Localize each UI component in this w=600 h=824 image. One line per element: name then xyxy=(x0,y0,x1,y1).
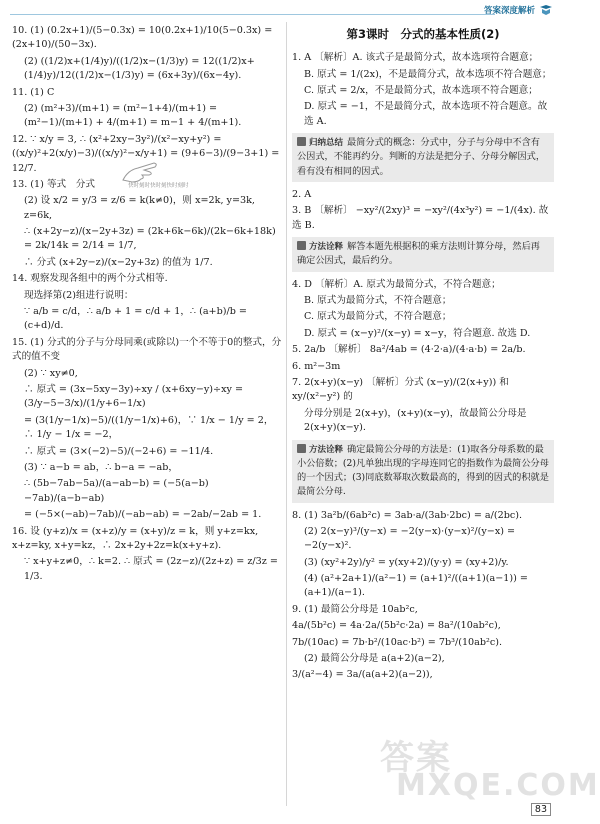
solution-line-q15-5: ∴ 原式 = (3×(−2)−5)/(−2+6) = −11/4. xyxy=(24,445,214,457)
solution-line-q12: 12. ∵ x/y = 3, ∴ (x²+2xy−3y²)/(x²−xy+y²) = ((x/y)²+2(x/y)−3)/((x/y)²−x/y+1) = (9+6−3)/(9−3+1) = 12/7. xyxy=(12,133,280,174)
solution-line-q15-3: ∴ 原式 = (3x−5xy−3y)÷xy / (x+6xy−y)÷xy = (3/y−5−3/x)/(1/y+6−1/x) xyxy=(24,383,243,410)
solution-line-q15-2: (2) ∵ xy≠0, xyxy=(24,367,78,379)
page-number: 83 xyxy=(531,803,551,816)
tip-box-text: 最简分式的概念：分式中，分子与分母中不含有公因式，不能再约分。判断的方法是把分子、分母分解因式，看有没有相同的因式。 xyxy=(297,137,546,177)
solution-line-r6: 6. m²−3m xyxy=(292,360,341,372)
solution-line-r4-4: D. 原式 = (x−y)²/(x−y) = x−y，符合题意. 故选 D. xyxy=(304,327,531,339)
solution-line-r1-4: D. 原式 = −1，不是最简分式，故本选项不符合题意。故选 A. xyxy=(304,101,548,127)
solution-line-q15-1: 15. (1) 分式的分子与分母同乘(或除以)一个不等于0的整式，分式的值不变 xyxy=(12,336,282,363)
tip-box xyxy=(292,440,554,503)
solution-line-q13-1: 13. (1) 等式 分式 xyxy=(12,178,95,190)
solution-line-r1-1: 1. A 〔解析〕A. 该式子是最简分式，故本选项符合题意； xyxy=(292,52,539,64)
solution-line-q15-8: = (−5×(−ab)−7ab)/(−ab−ab) = −2ab/−2ab = 1. xyxy=(24,509,262,521)
lesson-title: 第3课时 分式的基本性质(2) xyxy=(346,27,500,41)
solution-line-r3: 3. B 〔解析〕 −xy²/(2xy)³ = −xy²/(4x³y²) = −1/(4x). 故选 B. xyxy=(292,205,549,231)
solution-line-r5: 5. 2a/b 〔解析〕 8a²/4ab = (4·2·a)/(4·a·b) = 2a/b. xyxy=(292,344,526,356)
tip-box-text: 解答本题先根据积的乘方法则计算分母，然后再确定公因式，最后约分。 xyxy=(297,241,540,267)
tip-box xyxy=(292,237,554,272)
header-rule xyxy=(10,14,495,15)
right-items xyxy=(292,51,554,683)
right-column xyxy=(292,24,554,685)
solution-line-r9-1: 9. (1) 最简公分母是 10ab²c, xyxy=(292,603,418,615)
left-column xyxy=(12,24,282,586)
tip-box-heading: 归纳总结 xyxy=(297,138,343,148)
solution-line-r4-1: 4. D 〔解析〕A. 原式为最简分式，不符合题意； xyxy=(292,278,501,290)
solution-line-q10-1: 10. (1) (0.2x+1)/(5−0.3x) = 10(0.2x+1)/10(5−0.3x) = (2x+10)/(50−3x). xyxy=(12,25,273,51)
solution-line-r7-2: 分母分别是 2(x+y)，(x+y)(x−y)，故最简公分母是 2(x+y)(x−y). xyxy=(304,407,527,434)
solution-line-q16-2: ∵ x+y+z≠0，∴ k=2. ∴ 原式 = (2z−z)/(2z+z) = z/3z = 1/3. xyxy=(24,556,278,582)
tip-box xyxy=(292,133,554,182)
solution-line-r9-4: (2) 最简公分母是 a(a+2)(a−2), xyxy=(304,653,445,665)
solution-line-q15-6: (3) ∵ a−b = ab，∴ b−a = −ab， xyxy=(24,461,178,473)
solution-line-r8-1: 8. (1) 3a²b/(6ab²c) = 3ab·a/(3ab·2bc) = a/(2bc). xyxy=(292,509,523,521)
watermark-line-1: 答案 xyxy=(380,738,452,778)
solution-line-r4-3: C. 原式为最简分式，不符合题意； xyxy=(304,311,452,323)
handwriting-note: 快时刻时快时刻快时刻时 xyxy=(128,183,189,189)
solution-line-r1-2: B. 原式 = 1/(2x)，不是最简分式，故本选项不符合题意； xyxy=(304,68,552,80)
header-brand: 答案深度解析 xyxy=(483,6,535,16)
solution-line-r1-3: C. 原式 = 2/x，不是最简分式，故本选项不符合题意； xyxy=(304,85,538,97)
solution-line-r8-2: (2) 2(x−y)³/(y−x) = −2(y−x)·(y−x)²/(y−x) = −2(y−x)². xyxy=(304,525,516,552)
solution-line-q13-4: ∴ 分式 (x+2y−z)/(x−2y+3z) 的值为 1/7. xyxy=(24,256,213,268)
solution-line-q11-1: 11. (1) C xyxy=(12,86,55,98)
solution-line-q15-7: ∴ (5b−7ab−5a)/(a−ab−b) = (−5(a−b)−7ab)/(a−b−ab) xyxy=(24,478,209,504)
solution-line-q15-4: = (3(1/y−1/x)−5)/((1/y−1/x)+6)，∵ 1/x − 1/y = 2，∴ 1/y − 1/x = −2， xyxy=(24,414,274,441)
solution-line-r4-2: B. 原式为最简分式，不符合题意； xyxy=(304,295,452,307)
solution-line-q11-2: (2) (m²+3)/(m+1) = (m²−1+4)/(m+1) = (m²−1)/(m+1) + 4/(m+1) = m−1 + 4/(m+1). xyxy=(24,102,242,129)
solution-line-r8-4: (4) (a²+2a+1)/(a²−1) = (a+1)²/((a+1)(a−1)) = (a+1)/(a−1). xyxy=(304,573,528,599)
book-logo-icon xyxy=(539,4,553,16)
watermark-line-2: MXQE.COM xyxy=(396,768,600,803)
solution-line-r7-1: 7. 2(x+y)(x−y) 〔解析〕分式 (x−y)/(2(x+y)) 和 xy/(x²−y²) 的 xyxy=(292,376,509,403)
solution-line-r9-2: 4a/(5b²c) = 4a·2a/(5b²c·2a) = 8a²/(10ab²c), xyxy=(292,620,501,632)
solution-line-q13-3: ∴ (x+2y−z)/(x−2y+3z) = (2k+6k−6k)/(2k−6k+18k) = 2k/14k = 2/14 = 1/7, xyxy=(24,226,276,252)
solution-line-q13-2: (2) 设 x/2 = y/3 = z/6 = k(k≠0)，则 x=2k, y=3k, z=6k, xyxy=(24,195,255,221)
tip-box-text: 确定最简公分母的方法是：(1)取各分母系数的最小公倍数；(2)凡单独出现的字母连同它的指数作为最简公分母的一个因式；(3)同底数幂取次数最高的，得到的因式的积就是最简公分母. xyxy=(297,443,549,498)
tip-box-heading: 方法诠释 xyxy=(297,445,343,455)
solution-line-q14-1: 14. 观察发现各组中的两个分式相等. xyxy=(12,273,168,285)
solution-line-q14-3: ∵ a/b = c/d，∴ a/b + 1 = c/d + 1，∴ (a+b)/b = (c+d)/d. xyxy=(24,306,247,332)
solution-line-q16-1: 16. 设 (y+z)/x = (x+z)/y = (x+y)/z = k，则 y+z=kx, x+z=ky, x+y=kz，∴ 2x+2y+2z=k(x+y+z). xyxy=(12,525,259,551)
column-divider xyxy=(286,22,287,806)
solution-line-r9-3: 7b/(10ac) = 7b·b²/(10ac·b²) = 7b³/(10ab²c). xyxy=(292,636,503,648)
solution-line-r8-3: (3) (xy²+2y)/y² = y(xy+2)/(y·y) = (xy+2)/y. xyxy=(304,556,509,568)
solution-line-q14-2: 现选择第(2)组进行说明： xyxy=(24,289,134,301)
solution-line-r2: 2. A xyxy=(292,188,312,200)
solution-line-r9-5: 3/(a²−4) = 3a/(a(a+2)(a−2)), xyxy=(292,669,433,681)
solution-line-q10-2: (2) ((1/2)x+(1/4)y)/((1/2)x−(1/3)y) = 12((1/2)x+(1/4)y)/12((1/2)x−(1/3)y) = (6x+3y)/(6x−4y). xyxy=(24,55,255,82)
tip-box-heading: 方法诠释 xyxy=(297,242,343,252)
page-header xyxy=(0,0,565,22)
